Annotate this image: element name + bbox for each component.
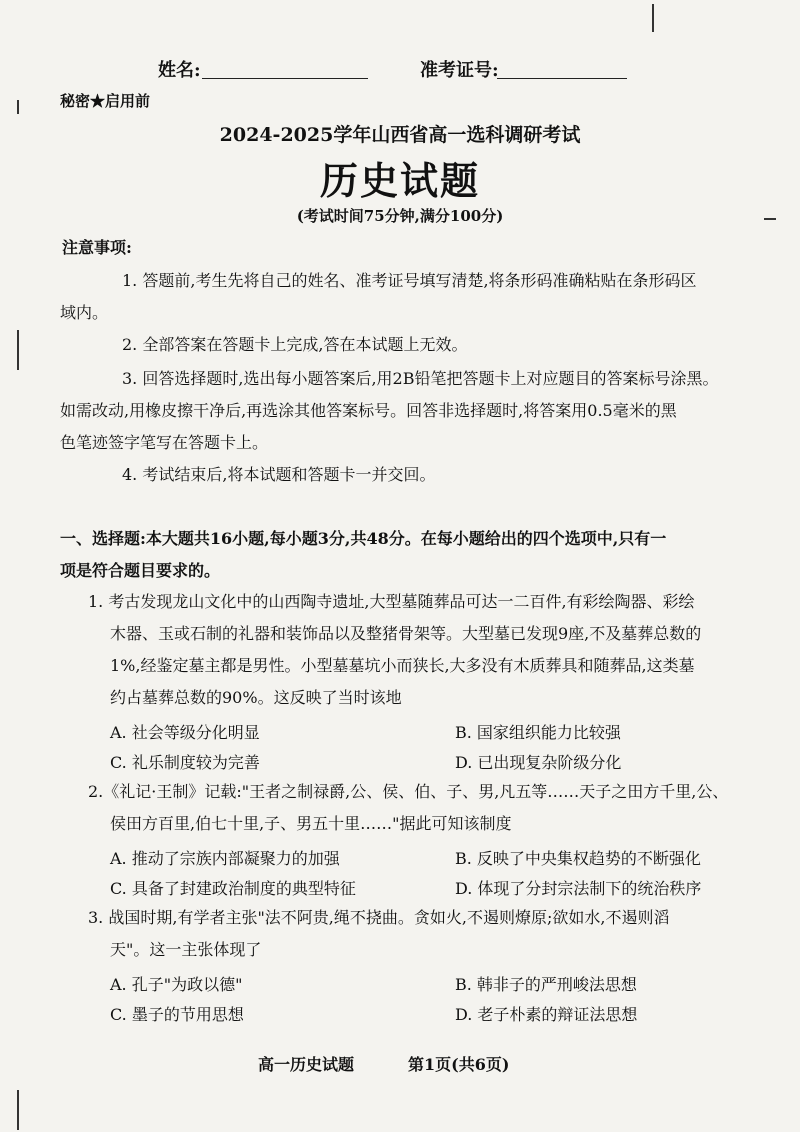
question-1-option-a: A. 社会等级分化明显 xyxy=(110,723,260,742)
question-3-option-b: B. 韩非子的严刑峻法思想 xyxy=(455,975,637,994)
footer-subject: 高一历史试题 xyxy=(258,1055,355,1074)
question-2-option-d: D. 体现了分封宗法制下的统治秩序 xyxy=(455,879,702,898)
id-label: 准考证号: xyxy=(420,60,499,81)
id-field-line xyxy=(497,78,627,79)
notes-heading: 注意事项: xyxy=(62,238,132,257)
name-field-line xyxy=(202,78,368,79)
question-1-line-2: 木器、玉或石制的礼器和装饰品以及整猪骨架等。大型墓已发现9座,不及墓葬总数的 xyxy=(110,624,702,643)
question-3-option-d: D. 老子朴素的辩证法思想 xyxy=(455,1005,638,1024)
note-4: 4. 考试结束后,将本试题和答题卡一并交回。 xyxy=(122,465,436,484)
question-2-option-c: C. 具备了封建政治制度的典型特征 xyxy=(110,879,356,898)
subject-title: 历史试题 xyxy=(319,158,480,203)
question-3-line-1: 3. 战国时期,有学者主张"法不阿贵,绳不挠曲。贪如火,不遏则燎原;欲如水,不遏则滔 xyxy=(88,908,670,927)
question-2-line-1: 2.《礼记·王制》记载:"王者之制禄爵,公、侯、伯、子、男,凡五等……天子之田方千里,公、 xyxy=(88,782,729,801)
question-1-line-1: 1. 考古发现龙山文化中的山西陶寺遗址,大型墓随葬品可达一二百件,有彩绘陶器、彩绘 xyxy=(88,592,695,611)
note-2: 2. 全部答案在答题卡上完成,答在本试题上无效。 xyxy=(122,335,468,354)
question-1-option-b: B. 国家组织能力比较强 xyxy=(455,723,621,742)
name-label: 姓名: xyxy=(158,60,201,81)
section-1-line-2: 项是符合题目要求的。 xyxy=(60,561,221,580)
note-1-line-2: 域内。 xyxy=(60,303,109,322)
secret-label: 秘密★启用前 xyxy=(60,92,151,110)
note-3-line-1: 3. 回答选择题时,选出每小题答案后,用2B铅笔把答题卡上对应题目的答案标号涂黑。 xyxy=(122,369,719,388)
question-3-line-2: 天"。这一主张体现了 xyxy=(110,940,262,959)
question-1-line-4: 约占墓葬总数的90%。这反映了当时该地 xyxy=(110,688,402,707)
question-2-option-b: B. 反映了中央集权趋势的不断强化 xyxy=(455,849,701,868)
section-1-line-1: 一、选择题:本大题共16小题,每小题3分,共48分。在每小题给出的四个选项中,只有一 xyxy=(60,529,667,548)
scan-mark-left-2 xyxy=(17,330,19,370)
exam-info: (考试时间75分钟,满分100分) xyxy=(296,207,504,225)
question-2-option-a: A. 推动了宗族内部凝聚力的加强 xyxy=(110,849,340,868)
scan-mark-left-3 xyxy=(17,1090,19,1130)
question-1-option-d: D. 已出现复杂阶级分化 xyxy=(455,753,622,772)
scan-mark-right xyxy=(764,218,776,220)
question-3-option-c: C. 墨子的节用思想 xyxy=(110,1005,244,1024)
note-1-line-1: 1. 答题前,考生先将自己的姓名、准考证号填写清楚,将条形码准确粘贴在条形码区 xyxy=(122,271,697,290)
question-2-line-2: 侯田方百里,伯七十里,子、男五十里……"据此可知该制度 xyxy=(110,814,512,833)
exam-title: 2024-2025学年山西省高一选科调研考试 xyxy=(219,124,581,146)
scan-mark-top xyxy=(652,4,654,32)
question-1-option-c: C. 礼乐制度较为完善 xyxy=(110,753,260,772)
scan-mark-left-1 xyxy=(17,100,19,114)
question-1-line-3: 1%,经鉴定墓主都是男性。小型墓墓坑小而狭长,大多没有木质葬具和随葬品,这类墓 xyxy=(110,656,695,675)
note-3-line-3: 色笔迹签字笔写在答题卡上。 xyxy=(60,433,269,452)
footer-page-number: 第1页(共6页) xyxy=(408,1055,510,1074)
note-3-line-2: 如需改动,用橡皮擦干净后,再选涂其他答案标号。回答非选择题时,将答案用0.5毫米的黑 xyxy=(60,401,677,420)
question-3-option-a: A. 孔子"为政以德" xyxy=(110,975,243,994)
